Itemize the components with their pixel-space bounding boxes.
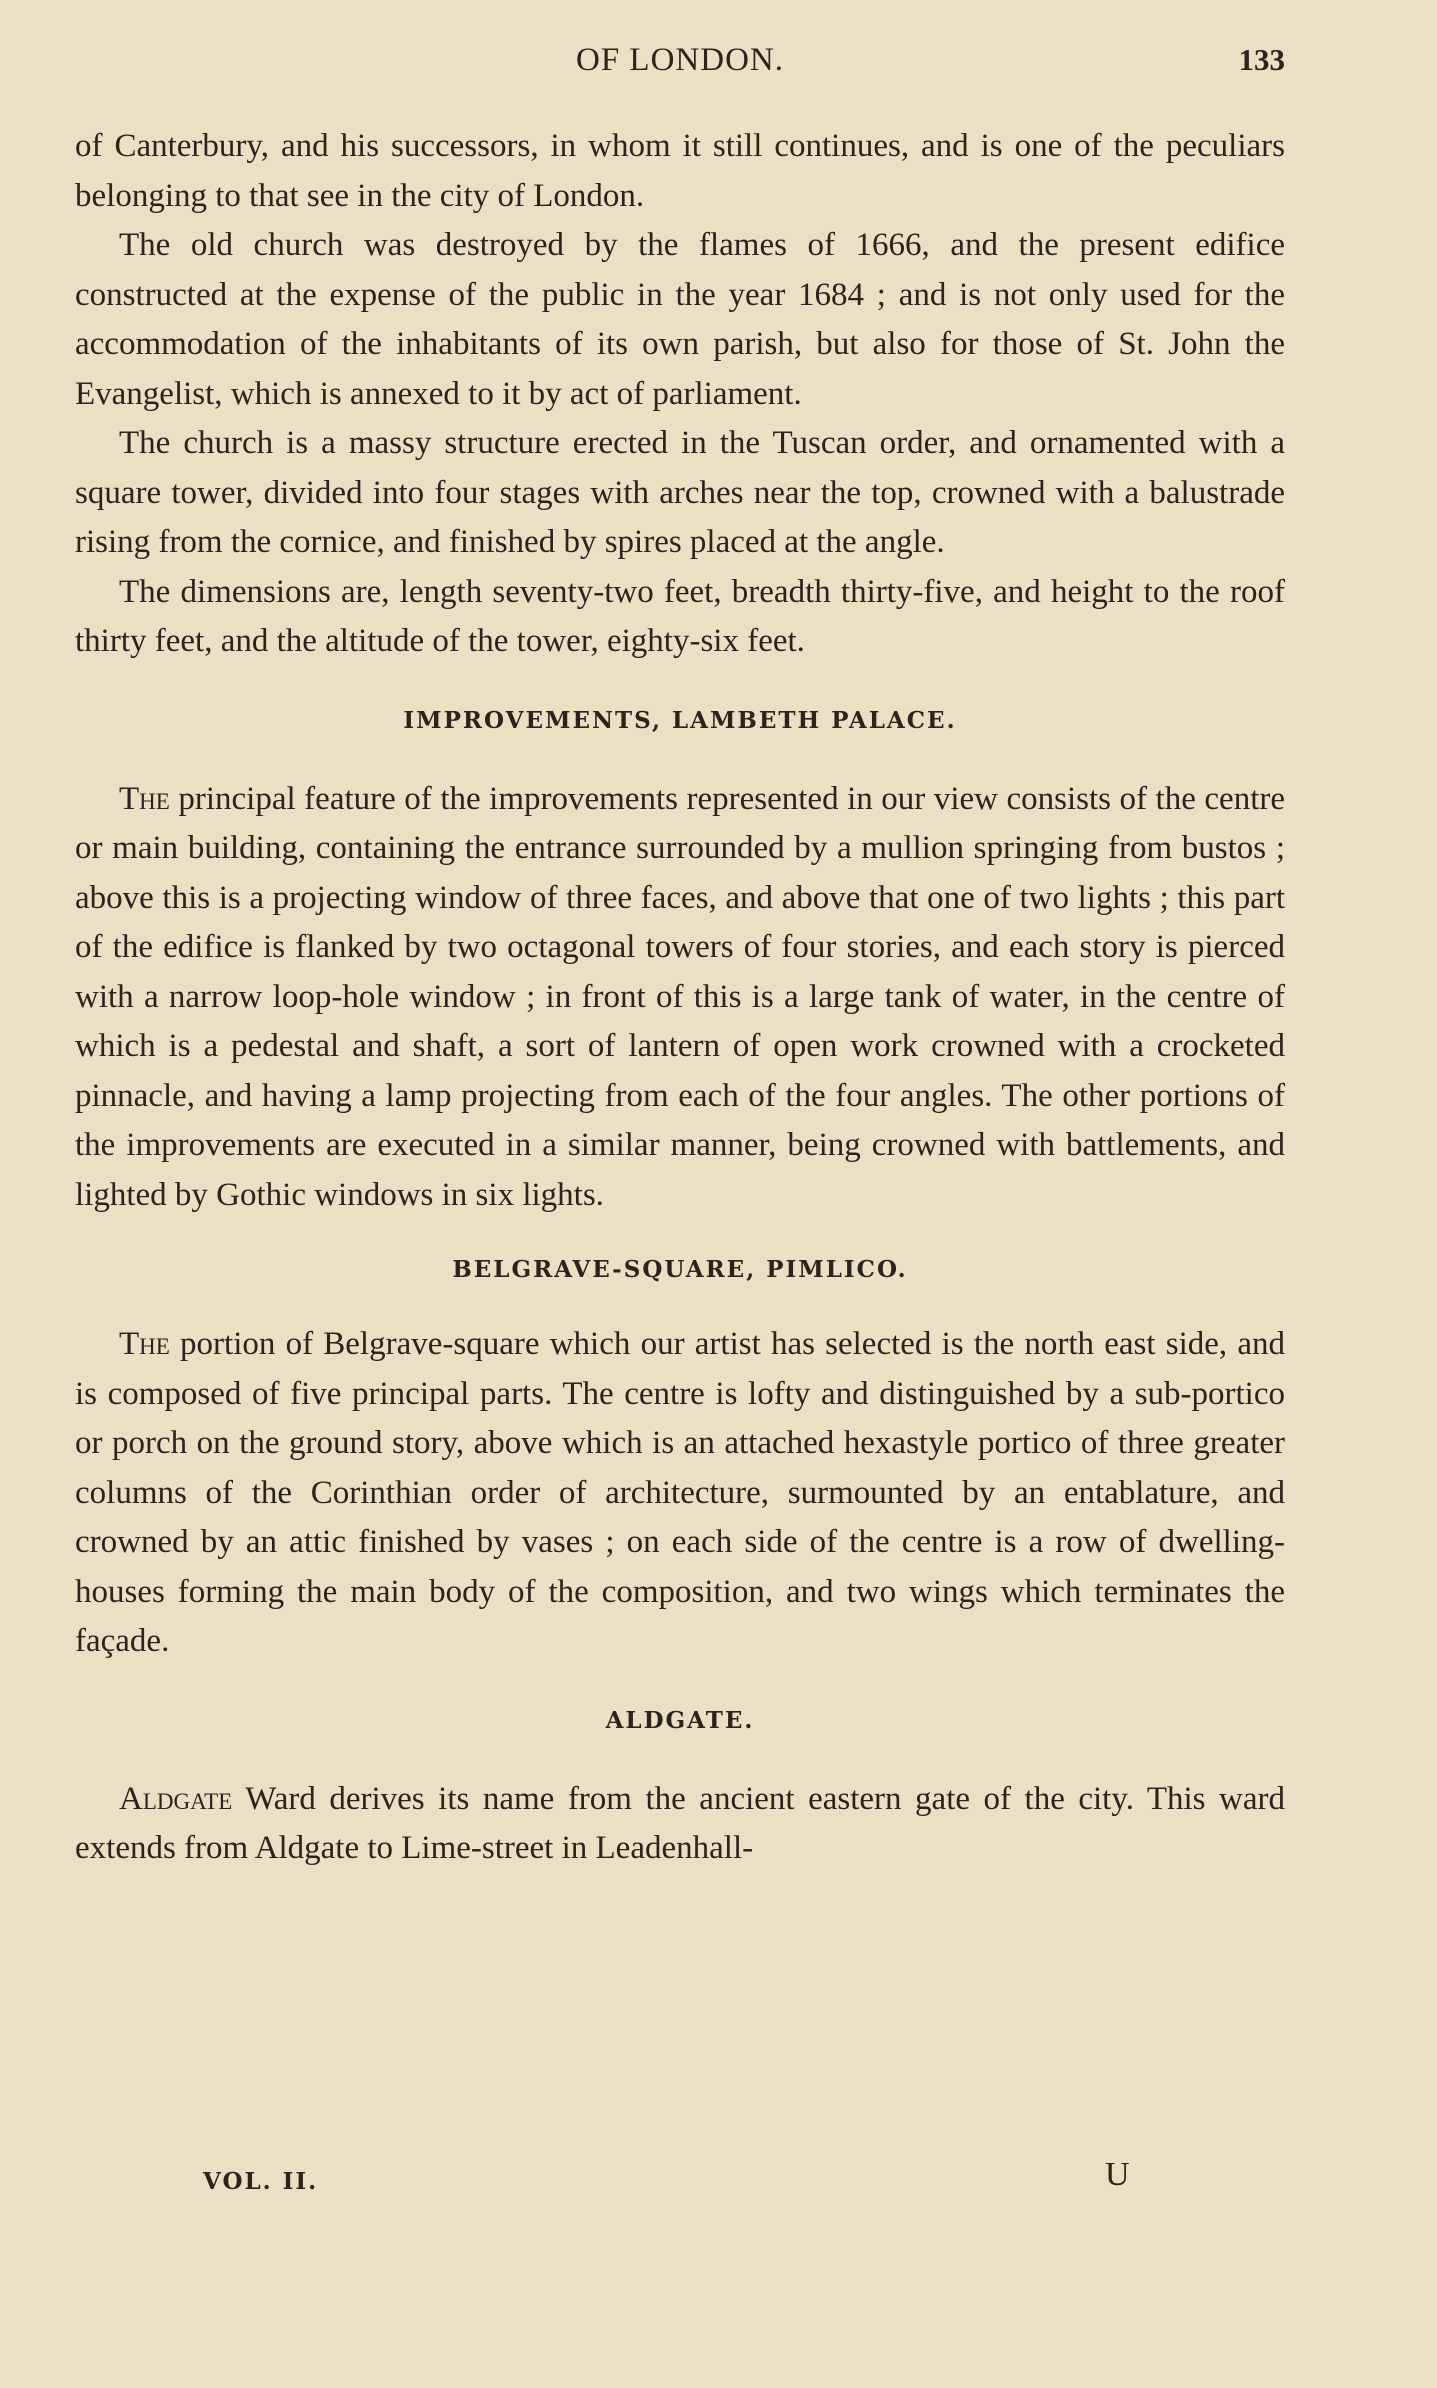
paragraph-church-structure: The church is a massy structure erected in the Tuscan order, and ornamented with a square tower, divided into four stages with arches near the top, crowned with a balustrade rising from the cornice, and finished by spires placed at the angle. xyxy=(75,425,1285,560)
paragraph-aldgate xyxy=(75,1775,1285,1874)
running-title: OF LONDON. xyxy=(576,42,784,78)
page-header xyxy=(75,42,1285,92)
section-heading-belgrave-square: BELGRAVE-SQUARE, PIMLICO. xyxy=(452,1256,908,1283)
section-heading-aldgate: ALDGATE. xyxy=(605,1706,755,1734)
paragraph-old-church: The old church was destroyed by the flames of 1666, and the present edifice constructed at the expense of the public in the year 1684 ; and is not only used for the accommodation of the inhabitants of its own parish, but also for those of St. John the Evangelist, which is annexed to it by act of parliament. xyxy=(75,227,1285,412)
paragraph-dimensions: The dimensions are, length seventy-two feet, breadth thirty-five, and height to the roof thirty feet, and the altitude of the tower, eighty-six feet. xyxy=(75,573,1285,659)
paragraph-continued: of Canterbury, and his successors, in whom it still continues, and is one of the peculiars belonging to that see in the city of London. xyxy=(75,128,1285,214)
lead-word: Aldgate xyxy=(119,1780,233,1817)
section-heading-lambeth-palace: IMPROVEMENTS, LAMBETH PALACE. xyxy=(403,706,957,734)
paragraph-text: portion of Belgrave-square which our artist has selected is the north east side, and is composed of five principal parts. The centre is lofty and distinguished by a sub-portico or porch on the ground story, above which is an attached hexastyle portico of three greater columns of the Corinthian order of architecture, surmounted by an entablature, and crowned by an attic finished by vases ; on each side of the centre is a row of dwelling-houses forming the main body of the composition, and two wings which terminates the façade. xyxy=(75,1326,1286,1659)
lead-word: The xyxy=(119,1326,170,1362)
signature-mark: U xyxy=(1105,2156,1130,2193)
lead-word: The xyxy=(119,780,170,817)
paragraph-text: principal feature of the improvements represented in our view consists of the centre or main building, containing the entrance surrounded by a mullion springing from bustos ; above this is a projecting window of three faces, and above that one of two lights ; this part of the edifice is flanked by two octagonal towers of four stories, and each story is pierced with a narrow loop-hole window ; in front of this is a large tank of water, in the centre of which is a pedestal and shaft, a sort of lantern of open work crowned with a crocketed pinnacle, and having a lamp projecting from each of the four angles. The other portions of the improvements are executed in a similar manner, being crowned with battlements, and lighted by Gothic windows in six lights. xyxy=(75,780,1285,1213)
paragraph-text: Ward derives its name from the ancient eastern gate of the city. This ward extends from Aldgate to Lime-street in Leadenhall- xyxy=(75,1780,1286,1866)
page-number: 133 xyxy=(1238,42,1285,77)
volume-label: VOL. II. xyxy=(203,2168,319,2195)
page-footer xyxy=(75,2150,1285,2210)
paragraph-belgrave-square xyxy=(75,1320,1285,1667)
paragraph-lambeth-palace xyxy=(75,775,1285,1221)
page-body xyxy=(75,122,1285,1874)
